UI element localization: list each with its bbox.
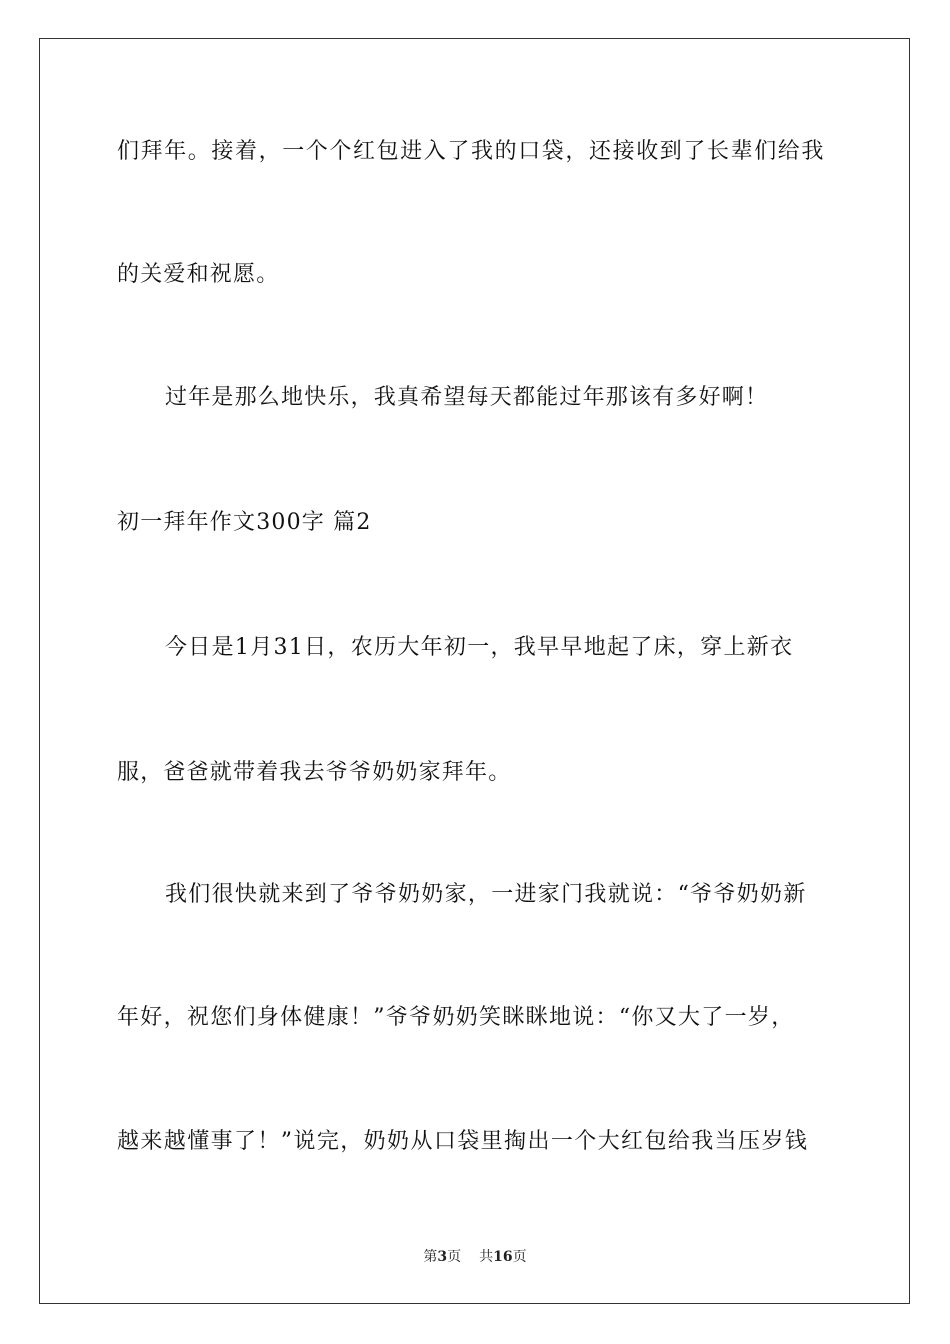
page-prefix: 第 [423, 1249, 438, 1265]
body-text-line: 服，爸爸就带着我去爷爷奶奶家拜年。 [117, 760, 512, 785]
page-frame [39, 38, 910, 1304]
paragraph-line: 过年是那么地快乐，我真希望每天都能过年那该有多好啊！ [165, 385, 769, 410]
page-footer [0, 1247, 950, 1267]
body-text-line: 们拜年。接着，一个个红包进入了我的口袋，还接收到了长辈们给我 [117, 139, 826, 164]
body-text-line: 越来越懂事了！”说完，奶奶从口袋里掏出一个大红包给我当压岁钱 [117, 1129, 809, 1154]
body-text-line: 年好，祝您们身体健康！”爷爷奶奶笑眯眯地说：“你又大了一岁， [117, 1005, 795, 1030]
page-suffix: 页 [447, 1249, 462, 1265]
total-prefix: 共 [479, 1249, 494, 1265]
body-text-line: 的关爱和祝愿。 [117, 262, 280, 287]
current-page-number: 3 [437, 1249, 448, 1265]
paragraph-line: 今日是1月31日，农历大年初一，我早早地起了床，穿上新衣 [165, 635, 794, 660]
section-heading: 初一拜年作文300字 篇2 [117, 510, 372, 535]
total-pages-number: 16 [493, 1249, 513, 1265]
total-suffix: 页 [512, 1249, 527, 1265]
paragraph-line: 我们很快就来到了爷爷奶奶家，一进家门我就说：“爷爷奶奶新 [165, 882, 807, 907]
